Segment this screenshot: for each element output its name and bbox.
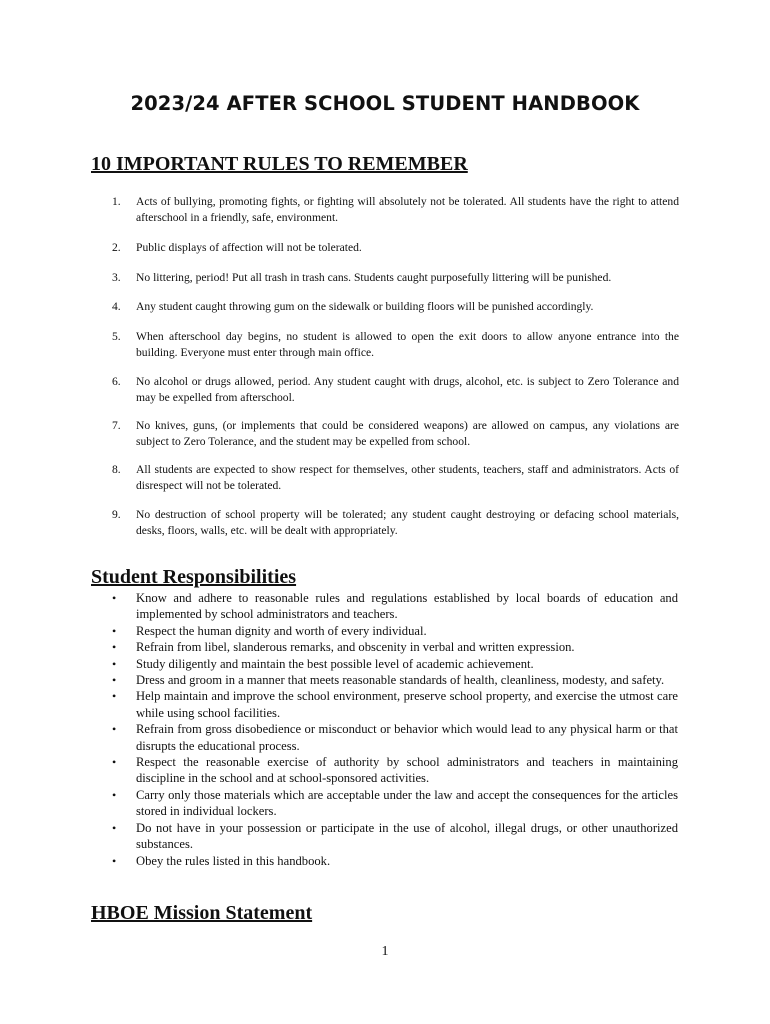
- list-item: [0, 820, 770, 853]
- responsibility-text: Do not have in your possession or participate in the use of alcohol, illegal drugs, or other unauthorized substances.: [136, 820, 678, 852]
- responsibility-text: Respect the reasonable exercise of authority by school administrators and teachers in maintaining discipline in the school and at school-sponsored activities.: [136, 755, 678, 786]
- document-title: 2023/24 AFTER SCHOOL STUDENT HANDBOOK: [130, 92, 640, 115]
- responsibility-text: Help maintain and improve the school environment, preserve school property, and exercise the utmost care while using school facilities.: [136, 689, 678, 720]
- list-item: [0, 721, 770, 754]
- rules-heading: 10 IMPORTANT RULES TO REMEMBER: [91, 153, 468, 175]
- list-item: [0, 656, 770, 672]
- rule-number: 4.: [112, 300, 121, 313]
- bullet-icon: •: [112, 656, 117, 671]
- responsibilities-list: [0, 590, 770, 869]
- bullet-icon: •: [112, 591, 117, 605]
- list-item: [0, 639, 770, 655]
- rule-text: No destruction of school property will be tolerated; any student caught destroying or defacing school materials, desks, floors, walls, etc. will be dealt with appropriately.: [136, 508, 679, 537]
- bullet-icon: •: [112, 689, 117, 704]
- list-item: [0, 590, 770, 623]
- responsibility-text: Know and adhere to reasonable rules and regulations established by local boards of education and implemented by school administrators and teachers.: [136, 591, 678, 622]
- rule-text: No alcohol or drugs allowed, period. Any student caught with drugs, alcohol, etc. is subject to Zero Tolerance and may be expelled from afterschool.: [136, 375, 679, 404]
- responsibility-text: Respect the human dignity and worth of every individual.: [136, 623, 427, 638]
- list-item: [0, 688, 770, 721]
- bullet-icon: •: [112, 640, 117, 655]
- rule-text: No knives, guns, (or implements that could be considered weapons) are allowed on campus, any violations are subject to Zero Tolerance, and the student may be expelled from school.: [136, 419, 679, 448]
- list-item: [0, 623, 770, 639]
- list-item: [0, 672, 770, 688]
- rule-number: 6.: [112, 375, 121, 388]
- bullet-icon: •: [112, 722, 117, 737]
- responsibility-text: Study diligently and maintain the best possible level of academic achievement.: [136, 656, 534, 671]
- responsibilities-heading: Student Responsibilities: [91, 566, 297, 588]
- rule-number: 2.: [112, 241, 121, 254]
- bullet-icon: •: [112, 623, 117, 638]
- rule-number: 1.: [112, 195, 121, 208]
- list-item: [0, 787, 770, 820]
- rule-number: 3.: [112, 271, 121, 284]
- list-item: [0, 853, 770, 869]
- responsibility-text: Dress and groom in a manner that meets reasonable standards of health, cleanliness, modesty, and safety.: [136, 673, 665, 688]
- rule-text: No littering, period! Put all trash in trash cans. Students caught purposefully littering will be punished.: [136, 271, 612, 284]
- rule-text: When afterschool day begins, no student is allowed to open the exit doors to allow anyone entrance into the building. Everyone must enter through main office.: [136, 330, 679, 359]
- bullet-icon: •: [112, 673, 117, 688]
- rule-text: Any student caught throwing gum on the sidewalk or building floors will be punished accordingly.: [136, 300, 594, 313]
- responsibility-text: Refrain from gross disobedience or misconduct or behavior which would lead to any physical harm or that disrupts the educational process.: [136, 722, 678, 753]
- rule-text: Public displays of affection will not be tolerated.: [136, 241, 362, 254]
- page-number: 1: [381, 944, 389, 959]
- bullet-icon: •: [112, 787, 117, 802]
- rule-number: 7.: [112, 419, 121, 432]
- rule-text: Acts of bullying, promoting fights, or fighting will absolutely not be tolerated. All students have the right to attend afterschool in a friendly, safe, environment.: [136, 195, 679, 224]
- mission-heading: HBOE Mission Statement: [91, 902, 313, 924]
- list-item: [0, 754, 770, 787]
- responsibility-text: Carry only those materials which are acceptable under the law and accept the consequences for the articles stored in individual lockers.: [136, 787, 678, 819]
- bullet-icon: •: [112, 820, 117, 835]
- rule-text: All students are expected to show respect for themselves, other students, teachers, staff and administrators. Acts of disrespect will not be tolerated.: [136, 463, 679, 492]
- rule-number: 9.: [112, 508, 121, 521]
- rule-number: 8.: [112, 463, 121, 476]
- rule-number: 5.: [112, 330, 121, 343]
- responsibility-text: Refrain from libel, slanderous remarks, and obscenity in verbal and written expression.: [136, 640, 575, 655]
- responsibility-text: Obey the rules listed in this handbook.: [136, 853, 331, 868]
- bullet-icon: •: [112, 853, 117, 868]
- bullet-icon: •: [112, 755, 117, 770]
